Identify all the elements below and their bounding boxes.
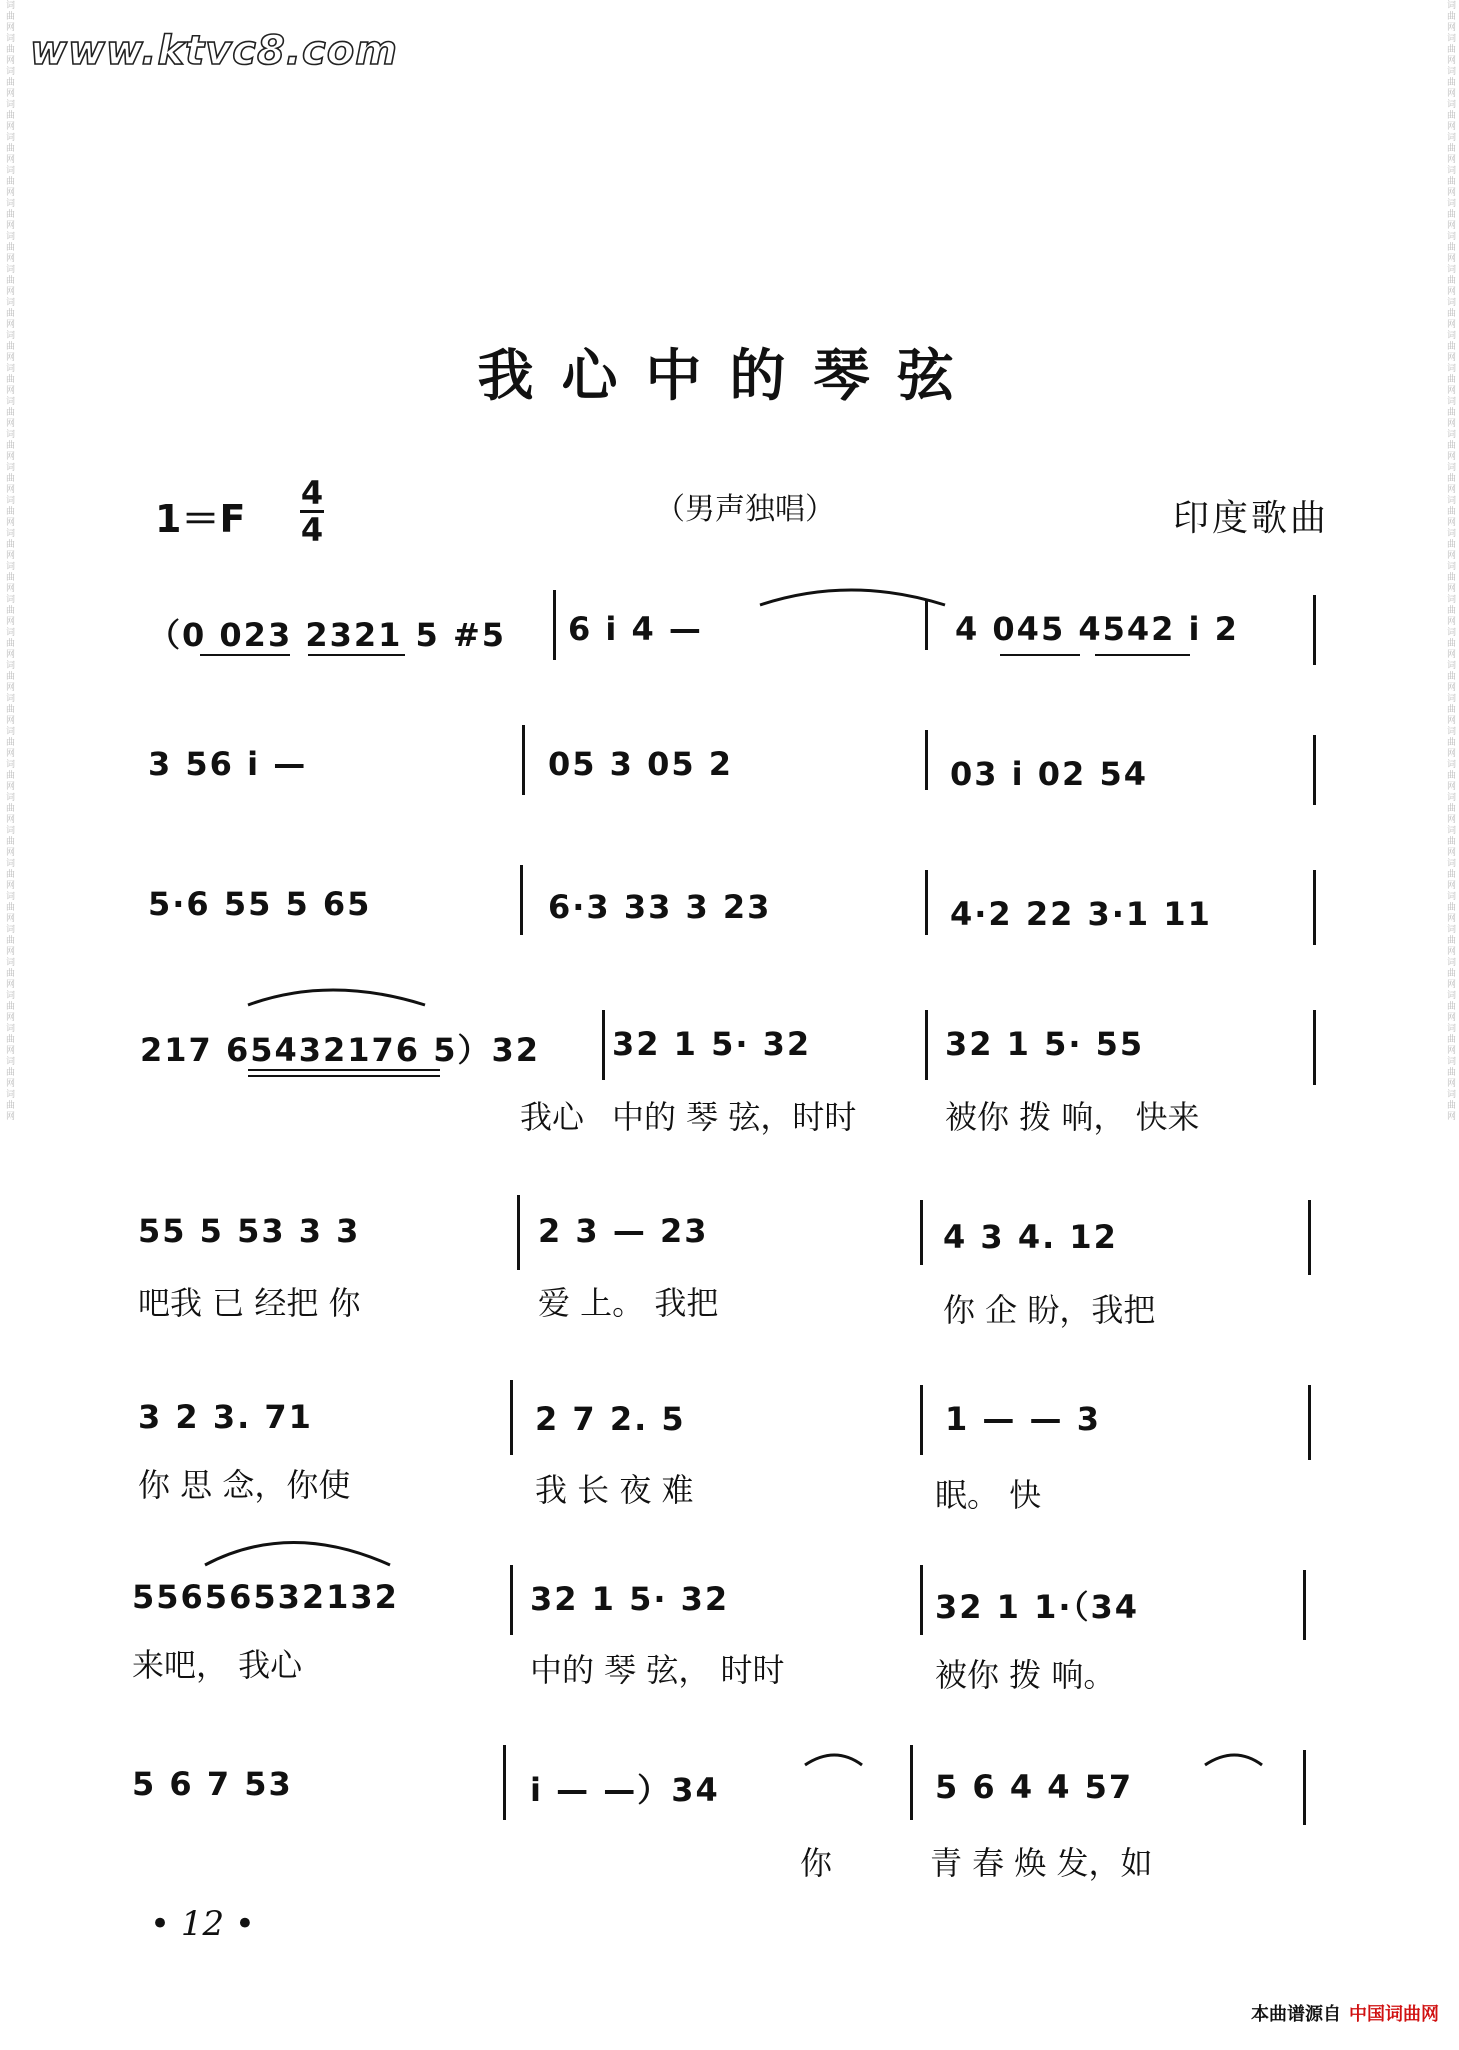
measure-notes: 32 1 5· 32	[612, 1025, 812, 1063]
footer-source-label: 本曲谱源自	[1251, 2004, 1341, 2025]
measure-notes: 2 7 2. 5	[535, 1400, 686, 1438]
lyric-line: 你	[800, 1844, 833, 1882]
footer-site-link[interactable]: 中国词曲网	[1349, 2004, 1439, 2025]
measure-notes: 2 3 — 23	[538, 1212, 709, 1250]
measure-notes: 55 5 53 3 3	[138, 1212, 361, 1250]
lyric-line: 吧我 已 经把 你	[138, 1284, 361, 1322]
measure-notes: 03 i 02 54	[950, 755, 1148, 793]
lyric-line: 被你 拨 响， 快来	[945, 1098, 1200, 1136]
lyric-line: 眠。 快	[935, 1476, 1042, 1514]
measure-notes: 4 045 4542 i 2	[955, 610, 1239, 648]
lyric-line: 你 企 盼，我把	[943, 1291, 1156, 1329]
measure-notes: 55656532132	[132, 1578, 399, 1616]
page-number: • 12 •	[150, 1904, 255, 1944]
slur-arc	[248, 990, 425, 1005]
footer-credit	[1251, 2000, 1439, 2026]
measure-notes: i — —）34	[530, 1771, 720, 1809]
measure-notes: 3 2 3. 71	[138, 1398, 313, 1436]
measure-notes: 32 1 5· 55	[945, 1025, 1145, 1063]
measure-notes: 5 6 7 53	[132, 1765, 293, 1803]
tie-arc	[805, 1755, 862, 1765]
tie-arc	[760, 590, 945, 605]
measure-notes: （0 023 2321 5 #5	[148, 616, 507, 654]
lyric-line: 被你 拨 响。	[935, 1656, 1116, 1694]
measure-notes: 1 — — 3	[945, 1400, 1101, 1438]
lyric-line: 我心	[520, 1098, 585, 1136]
tie-arc	[1205, 1755, 1262, 1765]
measure-notes: 6·3 33 3 23	[548, 888, 772, 926]
measure-notes: 5 6 4 4 57	[935, 1768, 1134, 1806]
performance-note: （男声独唱）	[655, 492, 835, 527]
lyric-line: 爱 上。 我把	[538, 1284, 719, 1322]
time-signature-top: 4	[300, 474, 324, 512]
lyric-line: 青 春 焕 发，如	[930, 1844, 1153, 1882]
lyric-line: 你 思 念，你使	[138, 1466, 351, 1504]
lyric-line: 我 长 夜 难	[535, 1471, 694, 1509]
measure-notes: 05 3 05 2	[548, 745, 734, 783]
measure-notes: 5·6 55 5 65	[148, 885, 372, 923]
composer-credit: 印度歌曲	[1172, 498, 1329, 539]
edge-watermark-left: 词曲网词曲网词曲网词曲网词曲网词曲网词曲网词曲网词曲网词曲网词曲网词曲网词曲网词曲网词曲网词曲网词曲网词曲网词曲网词曲网词曲网词曲网词曲网词曲网词曲网词曲网词曲网词曲网词曲网词曲网词曲网词曲网词曲网词曲网	[4, 0, 14, 1122]
lyric-line: 中的 琴 弦，时时	[612, 1098, 857, 1136]
measure-notes: 4·2 22 3·1 11	[950, 895, 1212, 933]
measure-notes: 32 1 1·（34	[935, 1588, 1140, 1626]
key-signature: 1＝F	[155, 497, 246, 541]
measure-notes: 32 1 5· 32	[530, 1580, 730, 1618]
measure-notes: 3 56 i —	[148, 745, 308, 783]
measure-notes: 4 3 4. 12	[943, 1218, 1118, 1256]
measure-notes: 217 65432176 5）32	[140, 1031, 541, 1069]
song-title: 我心中的琴弦	[477, 343, 982, 409]
time-signature-bottom: 4	[300, 511, 324, 549]
lyric-line: 中的 琴 弦， 时时	[530, 1651, 785, 1689]
measure-notes: 6 i 4 —	[568, 610, 703, 648]
watermark: www.ktvc8.com	[30, 28, 398, 74]
slur-arc	[205, 1543, 390, 1566]
lyric-line: 来吧， 我心	[132, 1646, 303, 1684]
edge-watermark-right: 词曲网词曲网词曲网词曲网词曲网词曲网词曲网词曲网词曲网词曲网词曲网词曲网词曲网词曲网词曲网词曲网词曲网词曲网词曲网词曲网词曲网词曲网词曲网词曲网词曲网词曲网词曲网词曲网词曲网词曲网词曲网词曲网词曲网词曲网	[1445, 0, 1455, 1122]
